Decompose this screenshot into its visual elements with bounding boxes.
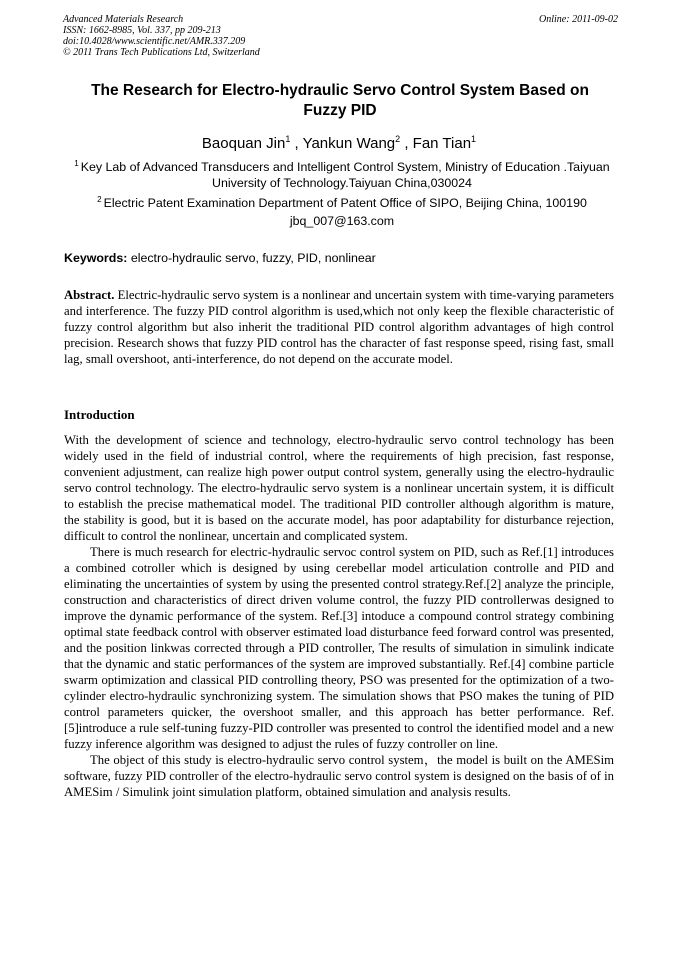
affiliation-2 [66, 192, 618, 211]
affiliation-text: Electric Patent Examination Department of Patent Office of SIPO, Beijing China, 100190 [103, 196, 587, 210]
author-name: Fan Tian [412, 135, 472, 152]
author-name: Baoquan Jin [201, 135, 286, 152]
paper-title: The Research for Electro-hydraulic Servo Control System Based on Fuzzy PID [91, 82, 589, 119]
doi-line[interactable]: doi:10.4028/www.scientific.net/AMR.337.209 [63, 36, 246, 47]
introduction-body [64, 432, 614, 800]
author-superscript: 1 [285, 134, 291, 144]
online-date: Online: 2011-09-02 [539, 14, 618, 25]
author-email[interactable]: jbq_007@163.com [289, 214, 395, 228]
author-name: Yankun Wang [302, 135, 396, 152]
keywords [64, 250, 619, 266]
journal-header [63, 14, 618, 58]
journal-name: Advanced Materials Research [63, 14, 184, 25]
body-paragraph: The object of this study is electro-hydraulic servo control system，the model is built on the AMESim software, fuzzy PID controller of the electro-hydraulic servo control system is designed on the basis of of in AMESim / Simulink joint simulation platform, obtained simulation and analysis results. [64, 753, 614, 799]
keywords-text: electro-hydraulic servo, fuzzy, PID, nonlinear [130, 251, 376, 265]
abstract-text: Electric-hydraulic servo system is a nonlinear and uncertain system with time-varying parameters and interference. The fuzzy PID control algorithm is used,which not only keep the flexible characteristic of fuzzy control algorithm but also inherit the traditional PID control algorithm advantages of high control precision. Research shows that fuzzy PID control has the character of fast response speed, rising fast, small lag, small overshoot, anti-interference, do not depend on the accurate model. [64, 288, 614, 366]
author-list [0, 130, 678, 153]
affiliation-text: Key Lab of Advanced Transducers and Intelligent Control System, Ministry of Education .Taiyuan University of Technology.Taiyuan China,030024 [80, 160, 610, 190]
author-superscript: 2 [395, 134, 401, 144]
affiliation-superscript: 2 [97, 195, 102, 204]
author-separator: , [400, 135, 413, 152]
issn-line: ISSN: 1662-8985, Vol. 337, pp 209-213 [63, 25, 221, 36]
affiliation-superscript: 1 [74, 159, 79, 168]
affiliation-1 [66, 156, 618, 191]
keywords-label: Keywords: [64, 251, 128, 265]
author-separator: , [290, 135, 303, 152]
abstract-label: Abstract. [64, 288, 115, 302]
author-superscript: 1 [471, 134, 477, 144]
body-paragraph: There is much research for electric-hydraulic servoc control system on PID, such as Ref.[1] introduces a combined cotroller which is designed by using cerebellar model articulation controlle and PID and eliminating the uncertainties of system by using the presented control strategy.Ref.[2] analyze the principle, construction and characteristics of direct driven volume control, the fuzzy PID controllerwas designed to improve the dynamic performance of the system. Ref.[3] intoduce a compound control strategy combining optimal state feedback control with observer estimated load disturbance feed forward control was presented, and the position linkwas corrected through a PID controller, The results of simulation in simulink indicate that the dynamic and static performances of the system are improved substantially. Ref.[4] combine particle swarm optimization and classical PID controlling theory, PSO was presented for the optimization of a two-cylinder electro-hydraulic synchronizing system. The simulation shows that PSO makes the tuning of PID control parameters quicker, the overshoot smaller, and this approach has better performance. Ref.[5]introduce a rule self-tuning fuzzy-PID controller was presented to control the identified model and a new fuzzy inference algorithm was designed to adjust the rules of fuzzy controller on line. [64, 545, 614, 751]
section-heading: Introduction [64, 407, 135, 422]
copyright-line: © 2011 Trans Tech Publications Ltd, Switzerland [63, 47, 260, 58]
body-paragraph: With the development of science and technology, electro-hydraulic servo control technology has been widely used in the field of industrial control, where the requirements of high precision, fast response, convenient adjustment, can realize high power output control system, generally using the electro-hydraulic servo control technology. The electro-hydraulic servo system is a nonlinear uncertain system, it is difficult to establish the precise mathematical model. The traditional PID controller although algorithm is mature, the stability is good, but it is based on the accurate model, has poor adaptability for disturbance rejection, difficult to control the nonlinear, uncertain and complicated system. [64, 433, 614, 543]
abstract [64, 287, 614, 367]
